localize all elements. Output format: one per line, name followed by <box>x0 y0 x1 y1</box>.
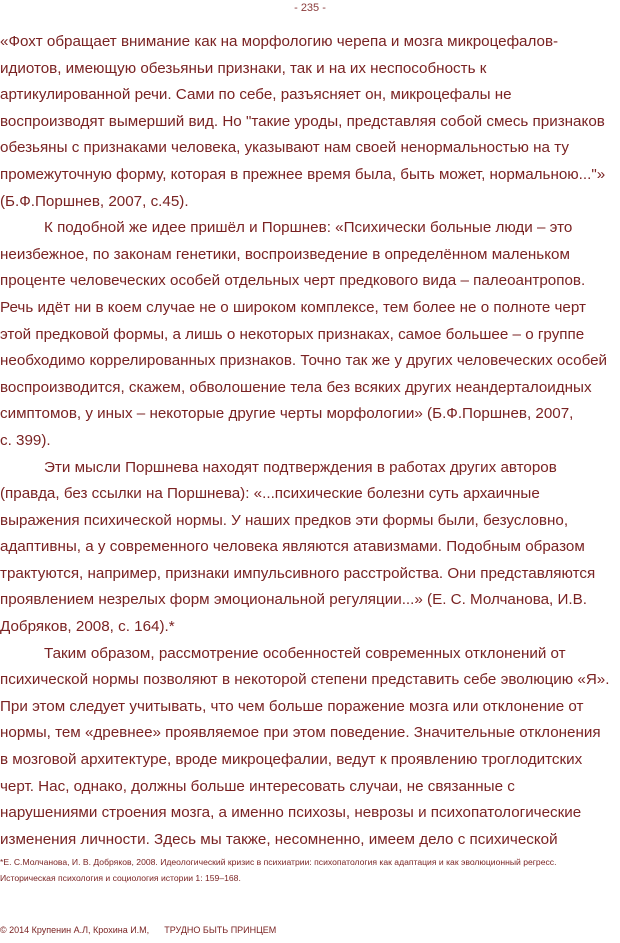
text-line: (правда, без ссылки на Поршнева): «...психические болезни суть архаичные <box>0 485 540 503</box>
footer-copyright: © 2014 Крупенин А.Л, Крохина И.М, <box>0 925 150 935</box>
text-line: неизбежное, по законам генетики, воспроизведение в определённом маленьком <box>0 245 570 263</box>
page-number: - 235 - <box>294 2 326 14</box>
text-line: «Фохт обращает внимание как на морфологию черепа и мозга микроцефалов- <box>0 33 559 50</box>
text-line: выражения психической нормы. У наших предков эти формы были, безусловно, <box>0 511 569 529</box>
text-line: адаптивны, а у современного человека являются атавизмами. Подобным образом <box>0 538 585 556</box>
footer-book-title: ТРУДНО БЫТЬ ПРИНЦЕМ <box>164 925 277 935</box>
text-line: симптомов, у иных – некоторые другие черты морфологии» (Б.Ф.Поршнев, 2007, <box>0 405 574 423</box>
text-line: (Б.Ф.Поршнев, 2007, с.45). <box>0 192 189 210</box>
text-line: Эти мысли Поршнева находят подтверждения в работах других авторов <box>44 458 557 476</box>
footnote <box>0 855 616 886</box>
text-line: Таким образом, рассмотрение особенностей современных отклонений от <box>44 644 566 662</box>
text-line: изменения личности. Здесь мы также, несомненно, имеем дело с психической <box>0 830 558 848</box>
text-line: промежуточную форму, которая в прежнее время была, быть может, нормальною..."» <box>0 165 606 183</box>
text-line: воспроизводят вымерший вид. Но "такие уроды, представляя собой смесь признаков <box>0 112 605 130</box>
text-line: психической нормы позволяют в некоторой степени представить себе эволюцию «Я». <box>0 671 610 689</box>
text-line: К подобной же идее пришёл и Поршнев: «Психически больные люди – это <box>44 219 573 237</box>
text-line: Речь идёт ни в коем случае не о широком комплексе, тем более не о полноте черт <box>0 298 586 316</box>
footnote-line: Историческая психология и социология истории 1: 159–168. <box>0 872 241 883</box>
text-line: воспроизводится, скажем, обволошение тела без всяких других неандерталоидных <box>0 378 592 396</box>
text-line: этой предковой формы, а лишь о некоторых признаках, самое большее – о группе <box>0 325 585 343</box>
text-line: артикулированной речи. Сами по себе, разъясняет он, микроцефалы не <box>0 86 512 104</box>
text-line: необходимо коррелированных признаков. Точно так же у других человеческих особей <box>0 352 608 370</box>
body-text <box>0 29 616 853</box>
text-line: Добряков, 2008, с. 164).* <box>0 618 175 636</box>
text-line: идиотов, имеющую обезьяньи признаки, так и на их неспособность к <box>0 59 487 77</box>
text-line: При этом следует учитывать, что чем больше поражение мозга или отклонение от <box>0 697 584 715</box>
text-line: проявлением незрелых форм эмоциональной регуляции...» (Е. С. Молчанова, И.В. <box>0 591 587 609</box>
text-line: трактуются, например, признаки импульсивного расстройства. Они представляются <box>0 564 596 582</box>
text-line: в мозговой архитектуре, вроде микроцефалии, ведут к проявлению троглодитских <box>0 751 583 769</box>
text-line: проценте человеческих особей отдельных черт предкового вида – палеоантропов. <box>0 272 586 290</box>
text-line: нормы, тем «древнее» проявляемое при этом поведение. Значительные отклонения <box>0 724 601 742</box>
footnote-line: *Е. С.Молчанова, И. В. Добряков, 2008. Идеологический кризис в психиатрии: психопатология как адаптация и как эволюционный регресс. <box>0 857 557 867</box>
text-line: нарушениями строения мозга, а именно психозы, неврозы и психопатологические <box>0 804 582 822</box>
text-line: обезьяны с признаками человека, указывают нам своей ненормальностью на ту <box>0 139 569 157</box>
text-line: черт. Нас, однако, должны больше интересовать случаи, не связанные с <box>0 777 515 795</box>
page-footer <box>0 925 620 935</box>
text-line: с. 399). <box>0 431 51 449</box>
